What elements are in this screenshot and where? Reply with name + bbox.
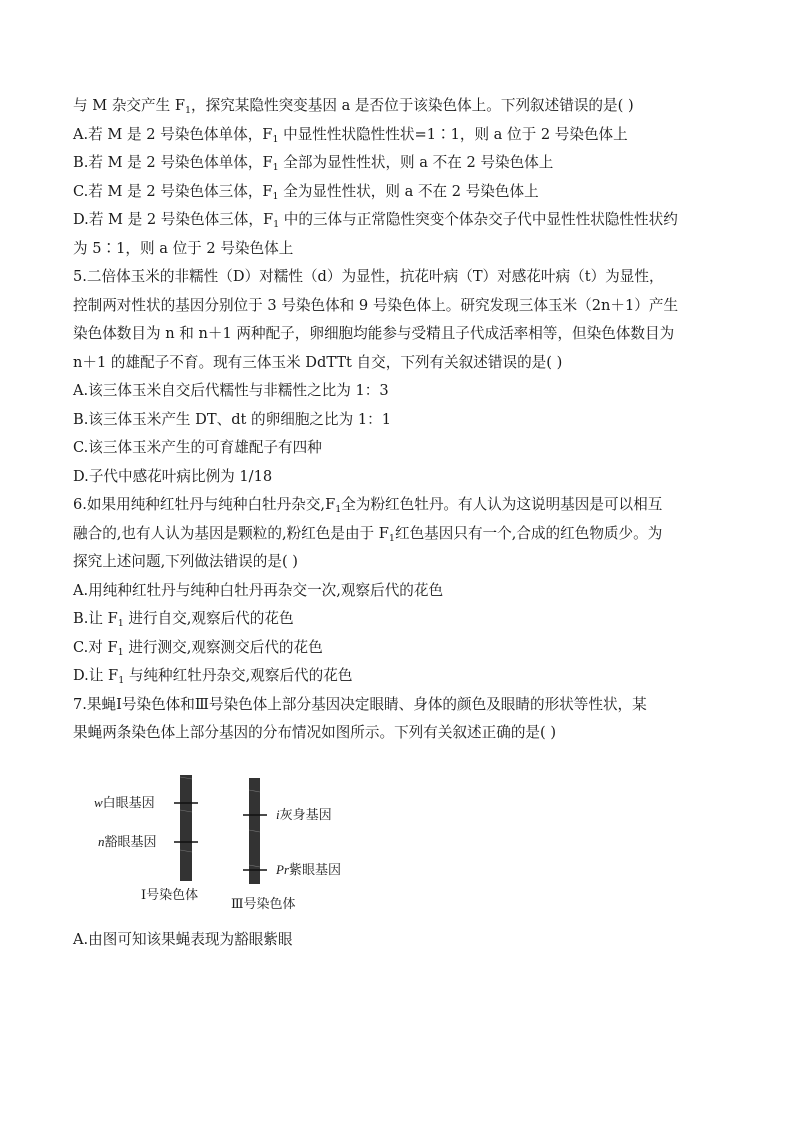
text-line <box>73 121 725 150</box>
text-segment: C.该三体玉米产生的可育雄配子有四种 <box>73 439 322 456</box>
text-line <box>73 206 725 235</box>
text-segment: 中显性性状隐性性状=1∶1，则 a 位于 2 号染色体上 <box>278 125 628 143</box>
text-segment: 全为显性性状，则 a 不在 2 号染色体上 <box>278 182 539 200</box>
text-line <box>73 548 725 577</box>
text-segment: C.若 M 是 2 号染色体三体，F <box>73 182 273 200</box>
question-text-block <box>73 92 725 748</box>
text-line <box>73 263 725 292</box>
chromosome-1-label: Ⅰ号染色体 <box>141 887 199 903</box>
text-segment: 6.如果用纯种红牡丹与纯种白牡丹杂交,F <box>73 496 336 513</box>
answer-options-block <box>73 926 725 955</box>
text-segment: D.让 F <box>73 667 119 684</box>
subscript: 1 <box>117 646 124 658</box>
text-line <box>73 406 725 435</box>
text-segment: D.子代中感花叶病比例为 1/18 <box>73 467 273 485</box>
gene-label-pr: Pr紫眼基因 <box>276 861 342 878</box>
text-segment: 控制两对性状的基因分别位于 3 号染色体和 9 号染色体上。研究发现三体玉米（2n＋1）产生 <box>73 296 679 314</box>
text-line <box>73 491 725 520</box>
subscript: 1 <box>272 190 279 202</box>
chromosome-1-bar <box>180 775 192 881</box>
text-segment: 进行测交,观察测交后代的花色 <box>123 638 323 656</box>
text-line <box>73 92 725 121</box>
text-line <box>73 719 725 748</box>
text-segment: 果蝇两条染色体上部分基因的分布情况如图所示。下列有关叙述正确的是( ) <box>73 724 557 741</box>
text-segment: 中的三体与正常隐性突变个体杂交子代中显性性状隐性性状约 <box>279 211 678 228</box>
text-segment: 全为粉红色牡丹。有人认为这说明基因是可以相互 <box>341 496 663 513</box>
text-line <box>73 349 725 378</box>
text-segment: 与 M 杂交产生 F <box>73 97 185 114</box>
subscript: 1 <box>118 675 125 686</box>
text-segment: 与纯种红牡丹杂交,观察后代的花色 <box>124 667 353 684</box>
chromosome-diagram <box>73 750 725 910</box>
subscript: 1 <box>388 532 395 544</box>
text-segment: A.若 M 是 2 号染色体单体，F <box>73 125 273 143</box>
text-line <box>73 320 725 349</box>
text-segment: 融合的,也有人认为基因是颗粒的,粉红色是由于 F <box>73 524 389 542</box>
text-segment: A.由图可知该果蝇表现为豁眼紫眼 <box>73 930 293 948</box>
gene-label-n: n豁眼基因 <box>98 833 157 850</box>
text-segment: D.若 M 是 2 号染色体三体，F <box>73 211 274 228</box>
subscript: 1 <box>272 162 279 173</box>
text-segment: 探究上述问题,下列做法错误的是( ) <box>73 553 298 570</box>
text-line <box>73 178 725 207</box>
text-segment: 红色基因只有一个,合成的红色物质少。为 <box>394 524 663 542</box>
text-segment: B.该三体玉米产生 DT、dt 的卵细胞之比为 1：1 <box>73 410 391 428</box>
question-page <box>73 92 725 954</box>
subscript: 1 <box>273 219 280 230</box>
gene-label-w: w白眼基因 <box>94 794 155 811</box>
text-line <box>73 577 725 606</box>
text-line <box>73 926 725 955</box>
chromosome-figure <box>73 750 725 910</box>
gene-label-i: i灰身基因 <box>276 806 332 823</box>
text-segment: B.若 M 是 2 号染色体单体，F <box>73 154 273 171</box>
text-segment: A.用纯种红牡丹与纯种白牡丹再杂交一次,观察后代的花色 <box>73 581 444 599</box>
text-line <box>73 149 725 178</box>
text-segment: 染色体数目为 n 和 n＋1 两种配子，卵细胞均能参与受精且子代成活率相等，但染色体数目为 <box>73 325 675 342</box>
text-segment: 进行自交,观察后代的花色 <box>123 610 294 627</box>
text-line <box>73 463 725 492</box>
subscript: 1 <box>272 133 279 145</box>
text-segment: B.让 F <box>73 610 118 627</box>
text-segment: ，探究某隐性突变基因 a 是否位于该染色体上。下列叙述错误的是( ) <box>191 97 634 114</box>
text-segment: n＋1 的雄配子不育。现有三体玉米 DdTTt 自交，下列有关叙述错误的是( ) <box>73 353 563 371</box>
text-line <box>73 634 725 663</box>
text-segment: 全部为显性性状，则 a 不在 2 号染色体上 <box>278 154 554 171</box>
text-segment: C.对 F <box>73 638 118 656</box>
text-segment: 7.果蝇Ⅰ号染色体和Ⅲ号染色体上部分基因决定眼睛、身体的颜色及眼睛的形状等性状，某 <box>73 695 647 713</box>
subscript: 1 <box>184 105 192 116</box>
subscript: 1 <box>335 504 342 515</box>
text-line <box>73 662 725 691</box>
text-line <box>73 434 725 463</box>
text-line <box>73 292 725 321</box>
text-line <box>73 377 725 406</box>
text-line <box>73 605 725 634</box>
text-line <box>73 691 725 720</box>
text-line <box>73 520 725 549</box>
text-segment: A.该三体玉米自交后代糯性与非糯性之比为 1：3 <box>73 382 389 399</box>
text-line <box>73 235 725 264</box>
chromosome-3-label: Ⅲ号染色体 <box>231 896 296 912</box>
subscript: 1 <box>117 618 124 629</box>
text-segment: 为 5∶1，则 a 位于 2 号染色体上 <box>73 239 294 257</box>
text-segment: 5.二倍体玉米的非糯性（D）对糯性（d）为显性，抗花叶病（T）对感花叶病（t）为显性， <box>73 268 664 285</box>
